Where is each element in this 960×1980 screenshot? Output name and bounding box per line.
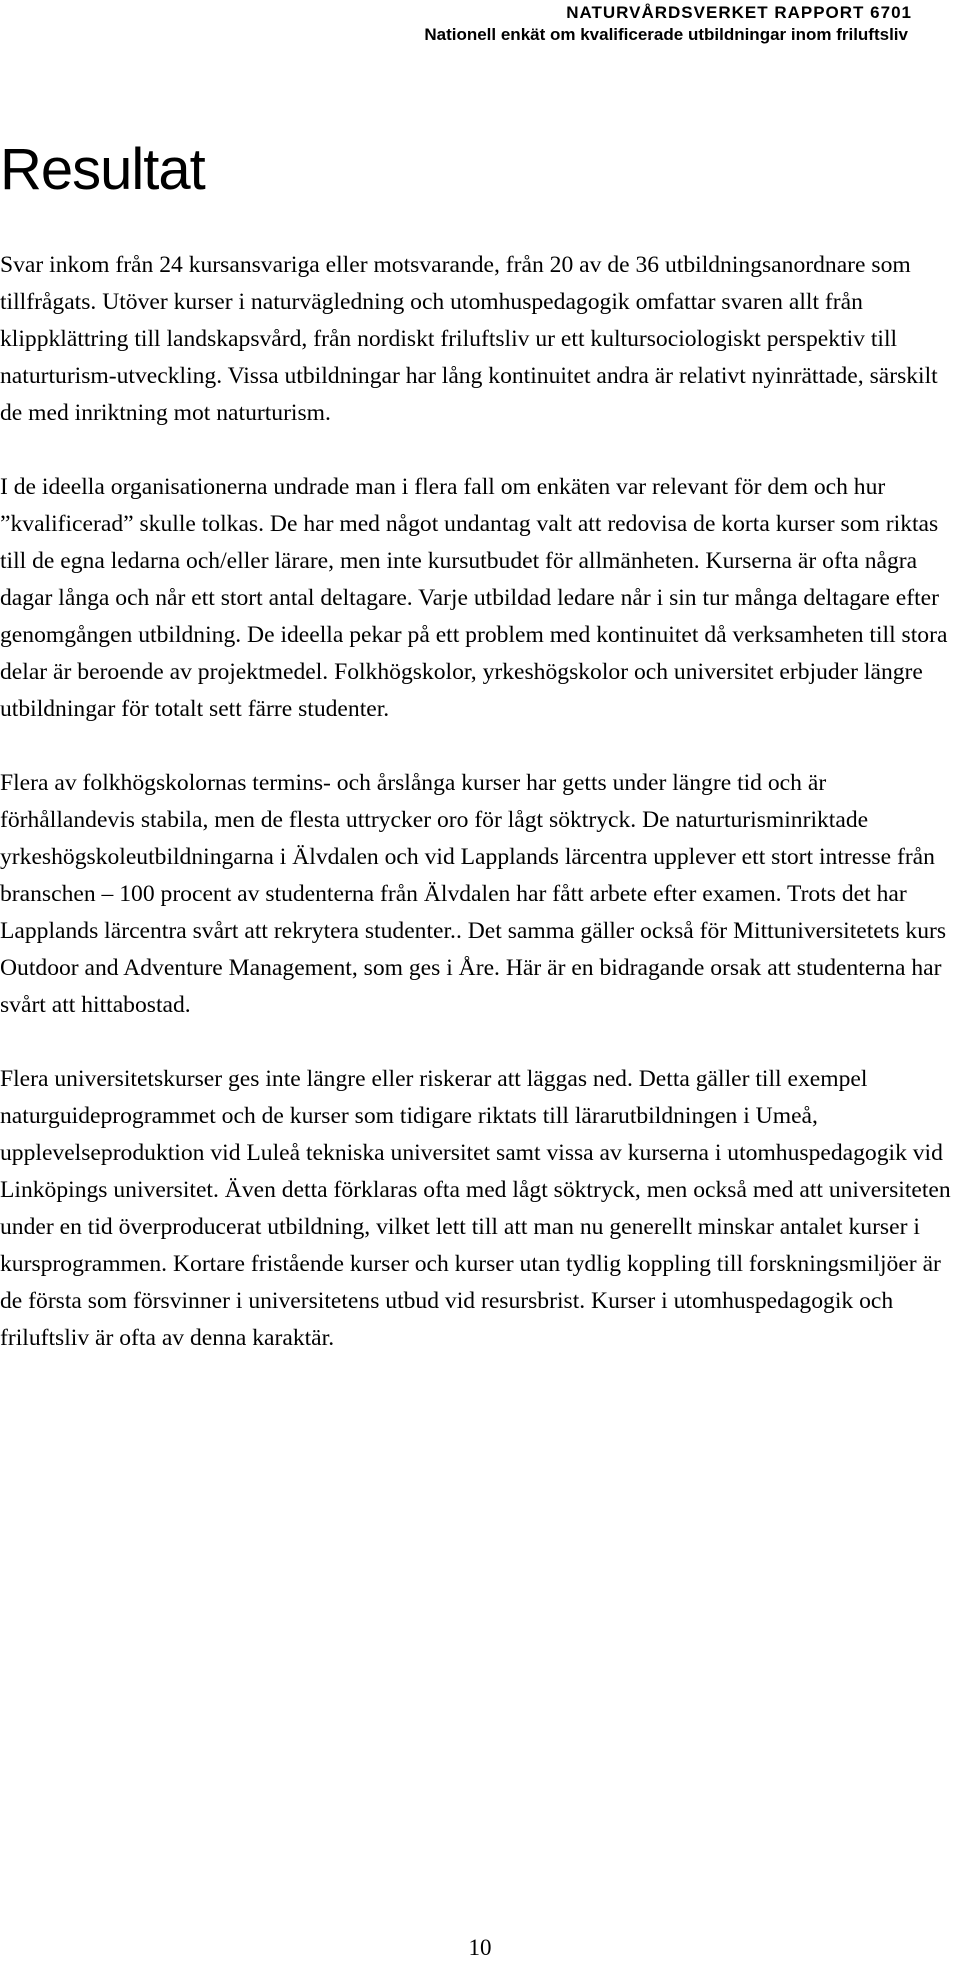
paragraph: Svar inkom från 24 kursansvariga eller motsvarande, från 20 av de 36 utbildningsanordnare som tillfrågats. Utöver kurser i naturvägledning och utomhuspedagogik omfattar svaren allt från klippklättring till landskapsvård, från nordiskt friluftsliv ur ett kultursociologiskt perspektiv till naturturism-utveckling. Vissa utbildningar har lång kontinuitet andra är relativt nyinrättade, särskilt de med inriktning mot naturturism. xyxy=(0,252,938,426)
report-subtitle: Nationell enkät om kvalificerade utbildningar inom friluftsliv xyxy=(424,25,908,44)
paragraph: Flera universitetskurser ges inte längre eller riskerar att läggas ned. Detta gäller till exempel naturguideprogrammet och de kurser som tidigare riktats till lärarutbildningen i Umeå, upplevelseproduktion vid Luleå tekniska universitet samt vissa av kurserna i utomhuspedagogik vid Linköpings universitet. Även detta förklaras ofta med lågt söktryck, men också med att universiteten under en tid överproducerat utbildning, vilket lett till att man nu generellt minskar antalet kurser i kursprogrammen. Kortare fristående kurser och kurser utan tydlig koppling till forskningsmiljöer är de första som försvinner i universitetens utbud vid resursbrist. Kurser i utomhuspedagogik och friluftsliv är ofta av denna karaktär. xyxy=(0,1066,951,1351)
report-name: NATURVÅRDSVERKET RAPPORT 6701 xyxy=(566,3,912,22)
paragraph: Flera av folkhögskolornas termins- och årslånga kurser har getts under längre tid och är förhållandevis stabila, men de flesta uttrycker oro för lågt söktryck. De naturturisminriktade yrkeshögskoleutbildningarna i Älvdalen och vid Lapplands lärcentra upplever ett stort intresse från branschen – 100 procent av studenterna från Älvdalen har fått arbete efter examen. Trots det har Lapplands lärcentra svårt att rekrytera studenter.. Det samma gäller också för Mittuniversitetets kurs Outdoor and Adventure Management, som ges i Åre. Här är en bidragande orsak att studenterna har svårt att hittabostad. xyxy=(0,770,947,1018)
page-number: 10 xyxy=(468,1935,492,1960)
body-text xyxy=(0,247,958,1394)
section-title: Resultat xyxy=(0,137,205,202)
paragraph: I de ideella organisationerna undrade man i flera fall om enkäten var relevant för dem och hur ”kvalificerad” skulle tolkas. De har med något undantag valt att redovisa de korta kurser som riktas till de egna ledarna och/eller lärare, men inte kursutbudet för allmänheten. Kurserna är ofta några dagar långa och når ett stort antal deltagare. Varje utbildad ledare når i sin tur många deltagare efter genomgången utbildning. De ideella pekar på ett problem med kontinuitet då verksamheten till stora delar är beroende av projektmedel. Folkhögskolor, yrkeshögskolor och universitet erbjuder längre utbildningar för totalt sett färre studenter. xyxy=(0,474,948,722)
